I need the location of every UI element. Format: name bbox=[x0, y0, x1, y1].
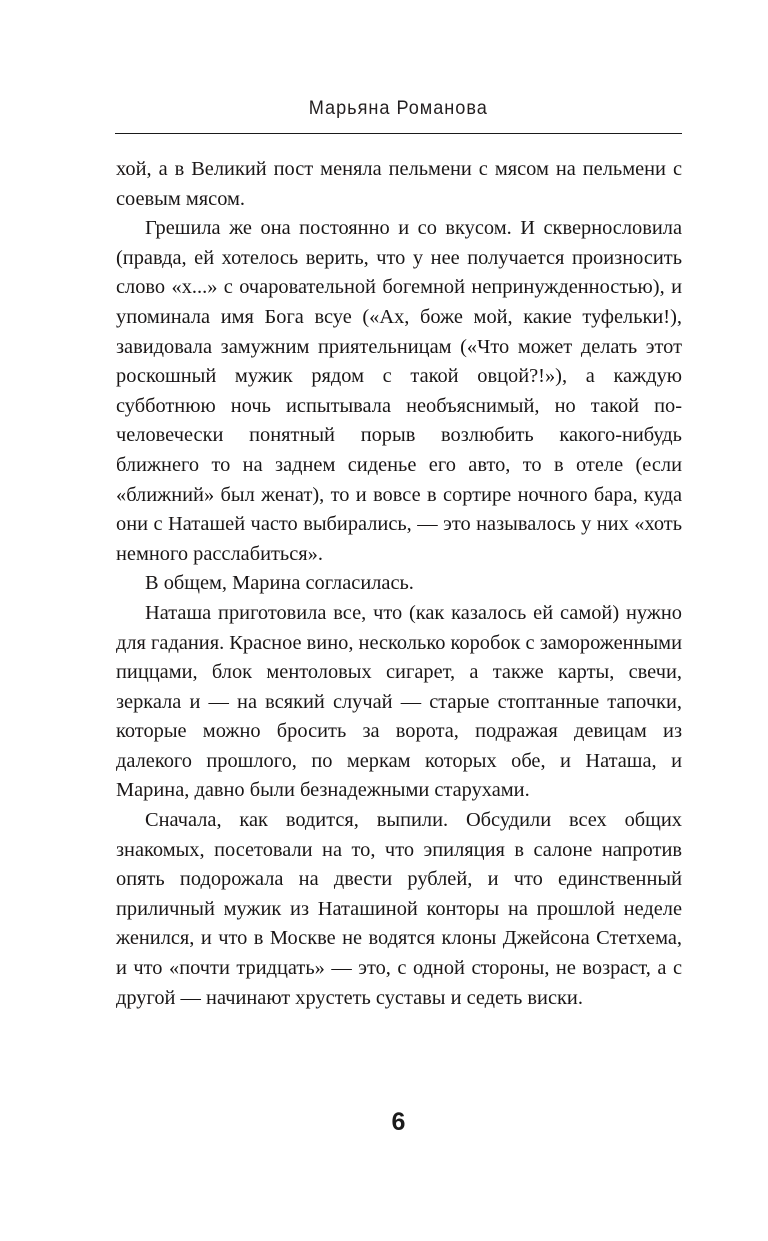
folio bbox=[115, 1108, 682, 1137]
paragraph: Наташа приготовила все, что (как казалось ей самой) нужно для гадания. Красное вино, несколько коробок с замороженными пиццами, блок ментоловых сигарет, а также карты, свечи, зеркала и — на всякий случай — старые стоптанные тапочки, которые можно бросить за ворота, подражая девицам из далекого прошлого, по меркам которых обе, и Наташа, и Марина, давно были безнадежными старухами. bbox=[116, 601, 682, 802]
paragraph: В общем, Марина согласилась. bbox=[145, 572, 414, 595]
running-head bbox=[115, 97, 682, 120]
header-divider-rule bbox=[115, 133, 682, 134]
page-number: 6 bbox=[391, 1108, 406, 1136]
paragraph: Сначала, как водится, выпили. Обсудили всех общих знакомых, посетовали на то, что эпиляция в салоне напротив опять подорожала на двести рублей, и что единственный приличный мужик из Наташиной конторы на прошлой неделе женился, и что в Москве не водятся клоны Джейсона Стетхема, и что «почти тридцать» — это, с одной стороны, не возраст, а с другой — начинают хрустеть суставы и седеть виски. bbox=[116, 809, 682, 1009]
paragraph: хой, а в Великий пост меняла пельмени с мясом на пельмени с соевым мясом. bbox=[116, 158, 682, 210]
paragraph: Грешила же она постоянно и со вкусом. И сквернословила (правда, ей хотелось верить, что у нее получается произносить слово «х...» с очаровательной богемной непринужденностью), и упоминала имя Бога всуе («Ах, боже мой, какие туфельки!), завидовала замужним приятельницам («Что может делать этот роскошный мужик рядом с такой овцой?!»), а каждую субботнюю ночь испытывала необъяснимый, но такой по-человечески понятный порыв возлюбить какого-нибудь ближнего то на заднем сиденье его авто, то в отеле (если «ближний» был женат), то и вовсе в сортире ночного бара, куда они с Наташей часто выбирались, — это называлось у них «хоть немного расслабиться». bbox=[116, 217, 682, 565]
body-text-block bbox=[116, 155, 682, 1013]
running-head-author: Марьяна Романова bbox=[308, 97, 489, 119]
